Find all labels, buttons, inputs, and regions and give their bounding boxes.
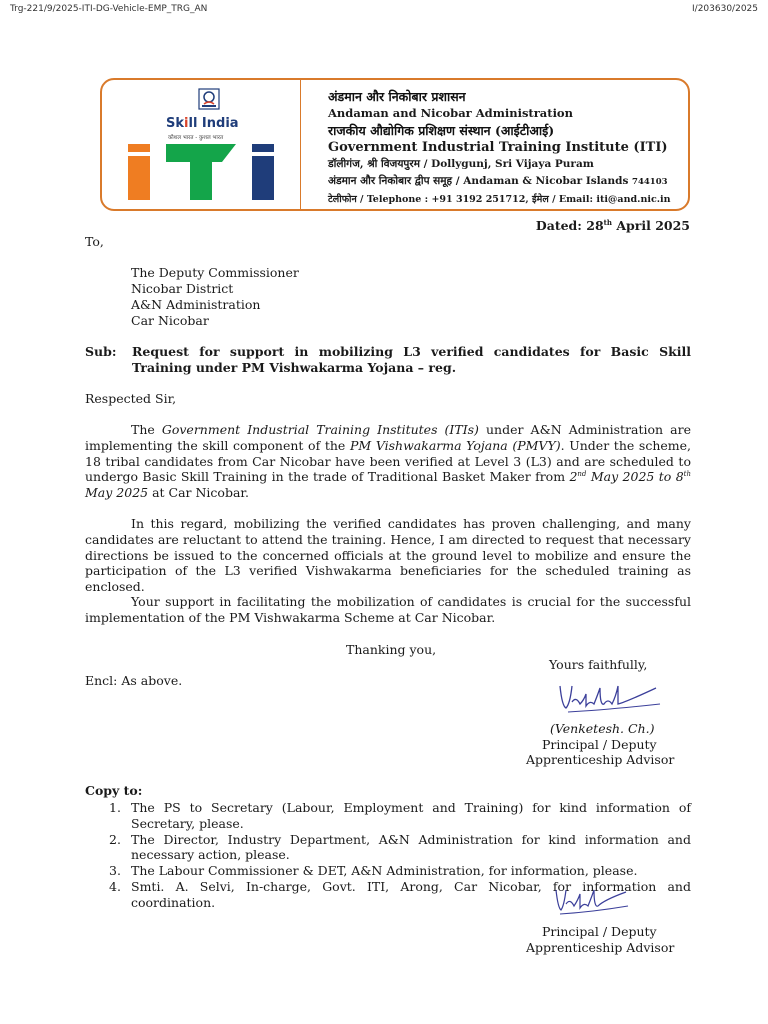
paragraph-3: Your support in facilitating the mobilization of candidates is crucial for the successful implementation of the PM Vishwakarma Scheme at Car Nicobar. [85,594,691,625]
file-number: Trg-221/9/2025-ITI-DG-Vehicle-EMP_TRG_AN [10,4,208,14]
institute-details [328,88,688,208]
addressee-line: A&N Administration [131,297,261,312]
list-item: 1. The PS to Secretary (Labour, Employment and Training) for kind information of Secretary, please. [109,800,691,831]
document-reference-bar [10,4,758,18]
signatory-title: Apprenticeship Advisor [526,752,675,767]
subject-text: Request for support in mobilizing L3 verified candidates for Basic Skill Training under PM Vishwakarma Yojana – reg. [132,344,691,375]
addressee-line: Car Nicobar [131,313,209,328]
paragraph-1: The Government Industrial Training Institutes (ITIs) under A&N Administration are implementing the skill component of the PM Vishwakarma Yojana (PMVY). Under the scheme, 18 tribal candidates from Car Nicobar have been verified at Level 3 (L3) and are scheduled to undergo Basic Skill Training in the trade of Traditional Basket Maker from 2nd May 2025 to 8th May 2025 at Car Nicobar. [85,422,692,501]
skill-india-emblem-icon [198,88,220,110]
hindi-admin-name: अंडमान और निकोबार प्रशासन [328,89,466,104]
signatory-title: Principal / Deputy [542,924,657,939]
signatory-title: Apprenticeship Advisor [526,940,675,955]
islands-line: अंडमान और निकोबार द्वीप समूह / Andaman & Nicobar Islands 744103 [328,175,668,187]
address-line: डॉलीगंज, श्री विजयपुरम / Dollygunj, Sri Vijaya Puram [328,158,594,170]
subject-label: Sub: [85,344,117,359]
signature-icon [552,882,632,924]
addressee-line: The Deputy Commissioner [131,265,299,280]
english-admin-name: Andaman and Nicobar Administration [328,106,573,120]
letterhead [100,78,690,211]
signatory-name: (Venketesh. Ch.) [550,721,655,736]
salutation: Respected Sir, [85,391,177,406]
signature-icon [556,674,666,720]
list-item: 3. The Labour Commissioner & DET, A&N Administration, for information, please. [109,863,638,879]
enclosure-line: Encl: As above. [85,673,183,688]
addressee-line: Nicobar District [131,281,234,296]
copy-to-label: Copy to: [85,783,143,798]
english-institute-name: Government Industrial Training Institute (ITI) [328,140,668,155]
hindi-institute-name: राजकीय औद्योगिक प्रशिक्षण संस्थान (आईटीआई) [328,123,555,138]
receipt-number: I/203630/2025 [692,4,758,14]
paragraph-2: In this regard, mobilizing the verified candidates has proven challenging, and many candidates are reluctant to attend the training. Hence, I am directed to request that necessary directions be issued to the concerned officials at the ground level to mobilize and ensure the participation of the L3 verified Vishwakarma beneficiaries for the scheduled training as enclosed. [85,516,691,595]
contact-line: टेलीफोन / Telephone : +91 3192 251712, ईमेल / Email: iti@and.nic.in [328,194,671,205]
logo-panel [102,80,301,209]
iti-logo-icon [126,142,278,202]
skill-india-wordmark: Skill India [166,116,239,131]
list-item: 2. The Director, Industry Department, A&N Administration for kind information and necessary action, please. [109,831,691,863]
to-line: To, [85,234,104,249]
letter-date: Dated: 28th April 2025 [535,217,690,233]
thanking-line: Thanking you, [346,642,437,657]
signatory-title: Principal / Deputy [542,737,657,752]
list-item: 4. Smti. A. Selvi, In-charge, Govt. ITI, Arong, Car Nicobar, for information and coordination. [109,878,691,910]
skill-india-tagline: कौशल भारत - कुशल भारत [168,135,224,141]
yours-faithfully: Yours faithfully, [549,657,648,672]
